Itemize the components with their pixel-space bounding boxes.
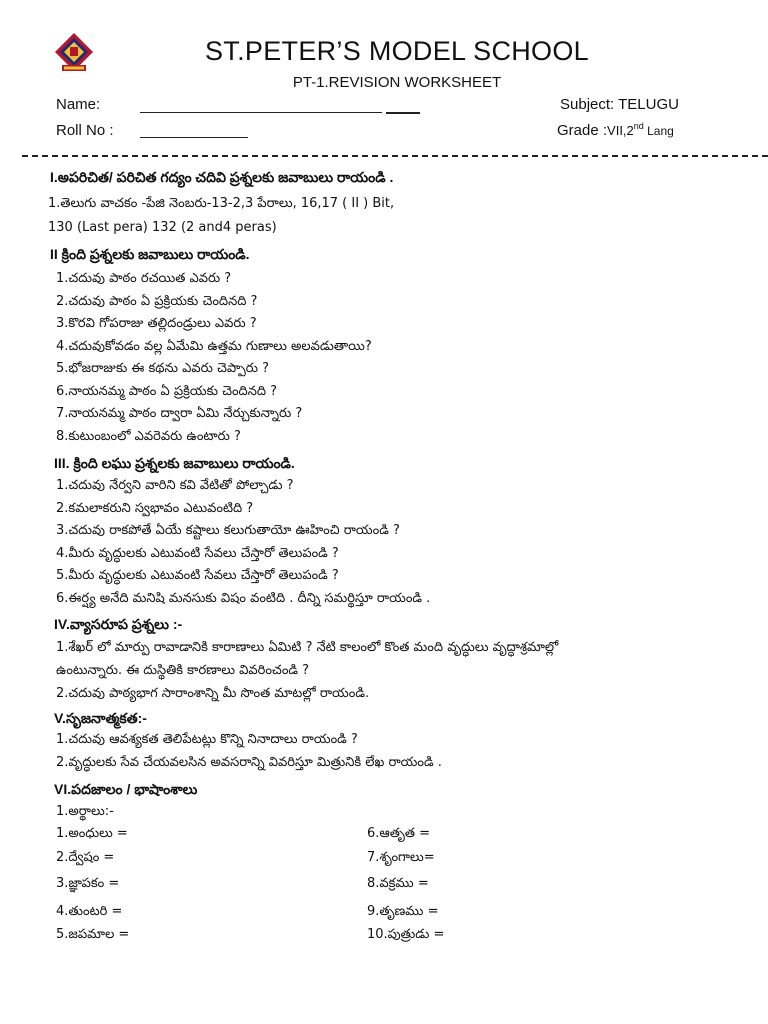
section-2-question: 3.కొరవి గోపరాజు తల్లిదండ్రులు ఎవరు ? [56, 316, 257, 331]
vocab-item: 7.శృంగాలు= [367, 850, 435, 865]
section-2-title: II క్రింది ప్రశ్నలకు జవాబులు రాయండి. [50, 246, 250, 262]
section-5-title: V.సృజనాత్మకత:- [54, 710, 147, 726]
grade-label-text: Grade : [557, 122, 608, 139]
section-2-question: 5.భోజరాజుకు ఈ కథను ఎవరు చెప్పారు ? [56, 361, 270, 376]
vocab-item: 5.జపమాల = [56, 927, 130, 942]
name-field-line-extension [386, 112, 420, 114]
grade-label [557, 121, 674, 139]
vocab-item: 1.అంధులు = [56, 826, 128, 841]
school-name: ST.PETER’S MODEL SCHOOL [205, 36, 589, 66]
section-2-question: 4.చదువుకోవడం వల్ల ఏమేమి ఉత్తమ గుణాలు అలవడుతాయి? [56, 339, 372, 354]
section-4-title: IV.వ్యాసరూప ప్రశ్నలు :- [54, 616, 183, 632]
section-3-title: III. క్రింది లఘు ప్రశ్నలకు జవాబులు రాయండి. [54, 455, 295, 471]
grade-suffix: Lang [643, 124, 674, 138]
section-3-question: 1.చదువు నేర్వని వారిని కవి వేటితో పోల్చాడు ? [56, 478, 294, 493]
section-3-question: 6.ఈర్ష్య అనేది మనిషి మనసుకు విషం వంటిది . దీన్ని సమర్థిస్తూ రాయండి . [56, 591, 431, 606]
section-3-question: 2.కమలాకరుని స్వభావం ఎటువంటిది ? [56, 501, 254, 516]
section-2-question: 2.చదువు పాఠం ఏ ప్రక్రియకు చెందినది ? [56, 294, 258, 309]
section-4-question: 2.చదువు పాఠ్యభాగ సారాంశాన్ని మీ సొంత మాటల్లో రాయండి. [56, 686, 370, 701]
vocab-item: 8.వక్రము = [367, 876, 429, 891]
name-field-line[interactable] [140, 112, 382, 113]
grade-value: VII,2 [607, 123, 634, 138]
vocab-item: 4.తుంటరి = [56, 904, 123, 919]
worksheet-title: PT-1.REVISION WORKSHEET [292, 74, 502, 91]
vocab-item: 6.ఆతృత = [367, 826, 430, 841]
section-5-question: 1.చదువు ఆవశ్యకత తెలిపేటట్లు కొన్ని నినాదాలు రాయండి ? [56, 732, 358, 747]
vocab-item: 3.జ్ఞాపకం = [56, 876, 120, 891]
section-1-title: I.అపరిచిత/ పరిచిత గద్యం చదివి ప్రశ్నలకు జవాబులు రాయండి . [50, 169, 394, 185]
section-3-question: 4.మీరు వృద్ధులకు ఎటువంటి సేవలు చేస్తారో తెలుపండి ? [56, 546, 339, 561]
section-6-subtitle: 1.అర్థాలు:- [56, 804, 114, 819]
section-2-question: 7.నాయనమ్మ పాఠం ద్వారా ఏమి నేర్చుకున్నారు ? [56, 406, 303, 421]
vocab-item: 2.ద్వేషం = [56, 850, 115, 865]
subject-label: Subject: TELUGU [560, 96, 679, 113]
header-divider [22, 155, 768, 157]
section-5-question: 2.వృద్ధులకు సేవ చేయవలసిన అవసరాన్ని వివరిస్తూ మిత్రునికి లేఖ రాయండి . [56, 755, 442, 770]
section-6-title: VI.పదజాలం / భాషాంశాలు [54, 781, 198, 797]
section-2-question: 8.కుటుంబంలో ఎవరెవరు ఉంటారు ? [56, 429, 241, 444]
section-4-question: 1.శేఖర్ లో మార్పు రావాడానికి కారాణాలు ఏమిటి ? నేటి కాలంలో కొంత మంది వృద్ధులు వృద్ధాశ్రమాల్లో [56, 640, 559, 655]
grade-superscript: nd [633, 121, 644, 131]
section-1-line-1: 1.తెలుగు వాచకం -పేజి నెంబరు-13-2,3 పేరాలు, 16,17 ( II ) Bit, [48, 196, 395, 211]
roll-no-label: Roll No : [56, 122, 114, 139]
vocab-item: 9.తృణము = [367, 904, 439, 919]
section-3-question: 5.మీరు వృద్ధులకు ఎటువంటి సేవలు చేస్తారో తెలుపండి ? [56, 568, 339, 583]
section-4-question-continued: ఉంటున్నారు. ఈ దుస్థితికి కారణాలు వివరించండి ? [56, 663, 310, 678]
section-2-question: 1.చదువు పాఠం రచయిత ఎవరు ? [56, 271, 232, 286]
section-3-question: 3.చదువు రాకపోతే ఏయే కష్టాలు కలుగుతాయో ఊహించి రాయండి ? [56, 523, 400, 538]
name-label: Name: [56, 96, 101, 113]
section-1-line-2: 130 (Last pera) 132 (2 and4 peras) [48, 220, 277, 235]
vocab-item: 10.పుత్రుడు = [367, 927, 445, 942]
section-2-question: 6.నాయనమ్మ పాఠం ఏ ప్రక్రియకు చెందినది ? [56, 384, 278, 399]
roll-no-field-line[interactable] [140, 137, 248, 138]
